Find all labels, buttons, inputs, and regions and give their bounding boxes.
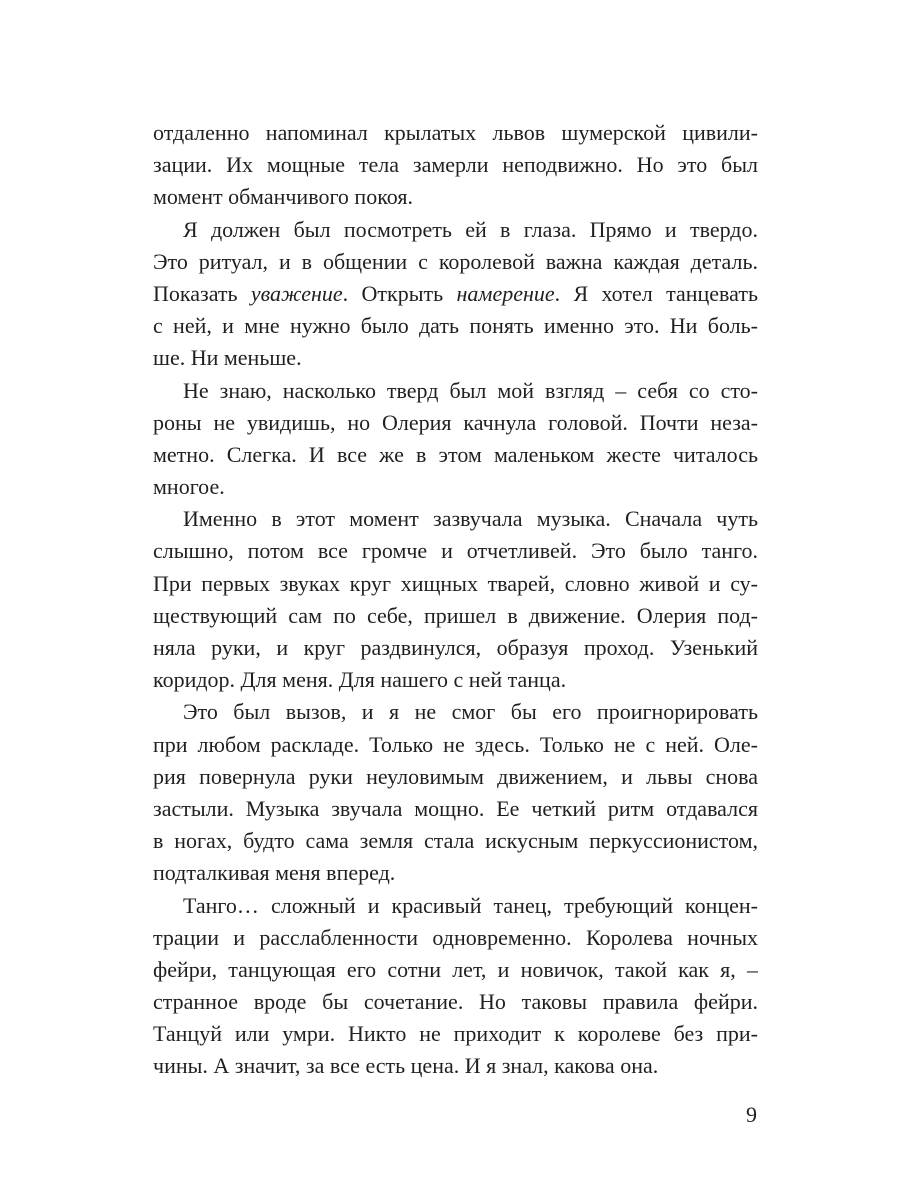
body-text [153, 117, 758, 1083]
text-line [153, 149, 758, 181]
text-segment: Это был вызов, и я не смог бы его проигнорировать [183, 699, 758, 725]
text-segment: Это ритуал, и в общении с королевой важна каждая деталь. [153, 248, 758, 274]
text-segment: чины. А значит, за все есть цена. И я знал, какова она. [153, 1053, 659, 1079]
page-number: 9 [746, 1102, 757, 1127]
text-segment: метно. Слегка. И все же в этом маленьком жесте читалось [153, 441, 758, 467]
text-line [153, 375, 758, 407]
text-segment: коридор. Для меня. Для нашего с ней танца. [153, 667, 567, 693]
text-line [153, 664, 758, 696]
text-line [153, 857, 758, 889]
text-line [153, 761, 758, 793]
text-line [153, 632, 758, 664]
text-segment: няла руки, и круг раздвинулся, образуя проход. Узенький [153, 635, 758, 660]
text-segment: При первых звуках круг хищных тварей, словно живой и су- [153, 570, 758, 596]
paragraph [153, 214, 758, 375]
text-segment: многое. [153, 474, 225, 500]
text-line [153, 214, 758, 246]
text-segment: с ней, и мне нужно было дать понять именно это. Ни боль- [153, 313, 758, 339]
text-line [153, 600, 758, 632]
text-line [153, 278, 758, 310]
text-segment: фейри, танцующая его сотни лет, и новичок, такой как я, – [153, 956, 758, 982]
text-line [153, 1050, 758, 1082]
text-segment: подталкивая меня вперед. [153, 860, 396, 886]
text-segment: отдаленно напоминал крылатых львов шумерской цивили- [153, 120, 758, 145]
text-segment: . Открыть [342, 280, 457, 306]
text-segment: Не знаю, насколько тверд был мой взгляд – себя со сто- [183, 377, 758, 403]
text-segment: слышно, потом все громче и отчетливей. Это было танго. [153, 538, 758, 564]
text-line [153, 471, 758, 503]
text-line [153, 439, 758, 471]
text-line [153, 246, 758, 278]
text-line [153, 825, 758, 857]
text-line [153, 117, 758, 149]
text-line [153, 729, 758, 761]
text-line [153, 793, 758, 825]
paragraph [153, 503, 758, 696]
text-line [153, 407, 758, 439]
text-segment: рия повернула руки неуловимым движением, и львы снова [153, 763, 758, 789]
text-line [153, 181, 758, 213]
paragraph [153, 375, 758, 504]
text-segment: Именно в этот момент зазвучала музыка. Сначала чуть [183, 506, 758, 532]
paragraph [153, 696, 758, 889]
text-segment: застыли. Музыка звучала мощно. Ее четкий ритм отдавался [153, 795, 758, 821]
text-segment: Я должен был посмотреть ей в глаза. Прямо и твердо. [183, 216, 758, 242]
text-line [153, 568, 758, 600]
paragraph [153, 890, 758, 1083]
text-line [153, 922, 758, 954]
text-segment: Показать [153, 280, 251, 306]
text-segment: ше. Ни меньше. [153, 345, 302, 371]
text-line [153, 954, 758, 986]
text-segment: момент обманчивого покоя. [153, 184, 413, 210]
text-segment: при любом раскладе. Только не здесь. Только не с ней. Оле- [153, 731, 758, 757]
text-segment: Танго… сложный и красивый танец, требующий концен- [183, 892, 758, 918]
text-segment: в ногах, будто сама земля стала искусным перкуссионистом, [153, 828, 758, 854]
text-segment: зации. Их мощные тела замерли неподвижно. Но это был [153, 152, 758, 178]
emphasis-text: уважение [250, 280, 343, 306]
text-segment: . Я хотел танцевать [554, 280, 758, 306]
text-line [153, 535, 758, 567]
text-segment: ществующий сам по себе, пришел в движение. Олерия под- [153, 602, 758, 628]
text-segment: странное вроде бы сочетание. Но таковы правила фейри. [153, 989, 758, 1015]
text-segment: трации и расслабленности одновременно. Королева ночных [153, 924, 758, 950]
emphasis-text: намерение [456, 280, 555, 306]
text-line [153, 1018, 758, 1050]
text-line [153, 986, 758, 1018]
text-line [153, 503, 758, 535]
paragraph [153, 117, 758, 214]
text-line [153, 342, 758, 374]
text-segment: Танцуй или умри. Никто не приходит к королеве без при- [153, 1021, 758, 1047]
text-segment: роны не увидишь, но Олерия качнула головой. Почти неза- [153, 409, 758, 435]
text-line [153, 890, 758, 922]
text-line [153, 310, 758, 342]
text-line [153, 696, 758, 728]
